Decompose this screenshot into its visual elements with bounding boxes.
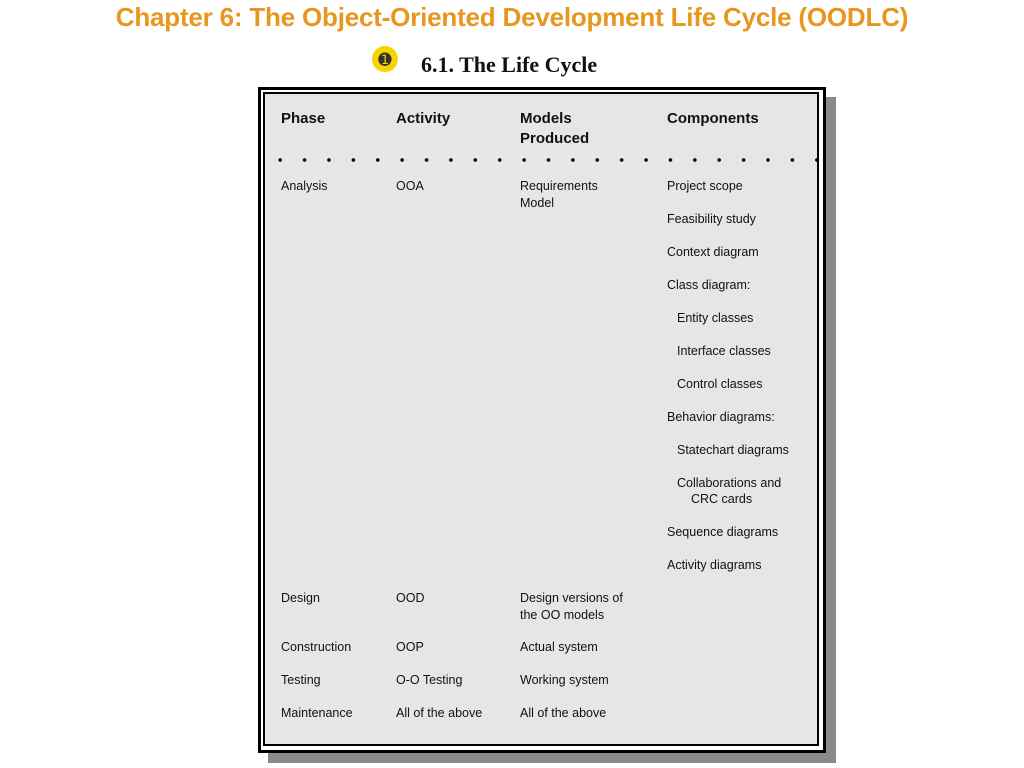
component-item: Class diagram:	[667, 278, 751, 292]
cell-phase-analysis: Analysis	[281, 179, 328, 193]
dotted-separator	[268, 157, 818, 163]
section-subtitle: 6.1. The Life Cycle	[421, 52, 598, 77]
cell-phase-maintenance: Maintenance	[281, 706, 353, 720]
component-subitem: Control classes	[677, 377, 763, 391]
component-subitem: CRC cards	[691, 492, 753, 506]
component-item: Feasibility study	[667, 212, 756, 226]
cell-phase-testing: Testing	[281, 673, 321, 687]
component-subitem: Collaborations and	[677, 476, 782, 490]
component-subitem: Entity classes	[677, 311, 754, 325]
header-models-line2: Produced	[520, 130, 590, 147]
cell-models-analysis-line1: Requirements	[520, 179, 598, 193]
header-phase: Phase	[281, 110, 326, 127]
component-item: Behavior diagrams:	[667, 410, 775, 424]
cell-activity-ooa: OOA	[396, 179, 424, 193]
cell-models-design-line1: Design versions of	[520, 591, 623, 605]
cell-models-maintenance: All of the above	[520, 706, 607, 720]
header-components: Components	[667, 110, 759, 127]
cell-models-testing: Working system	[520, 673, 609, 687]
component-item: Project scope	[667, 179, 743, 193]
cell-activity-testing: O-O Testing	[396, 673, 463, 687]
cell-models-construction: Actual system	[520, 640, 598, 654]
component-item: Activity diagrams	[667, 558, 762, 572]
numbered-bullet-icon: ➊	[372, 46, 398, 72]
cell-activity-maintenance: All of the above	[396, 706, 483, 720]
component-subitem: Statechart diagrams	[677, 443, 789, 457]
page-title: Chapter 6: The Object-Oriented Development Life Cycle (OODLC)	[115, 2, 909, 32]
component-item: Sequence diagrams	[667, 525, 779, 539]
cell-phase-construction: Construction	[281, 640, 352, 654]
cell-activity-oop: OOP	[396, 640, 424, 654]
component-item: Context diagram	[667, 245, 759, 259]
header-activity: Activity	[396, 110, 451, 127]
cell-activity-ood: OOD	[396, 591, 425, 605]
cell-phase-design: Design	[281, 591, 320, 605]
header-models-line1: Models	[520, 110, 572, 127]
component-subitem: Interface classes	[677, 344, 771, 358]
cell-models-design-line2: the OO models	[520, 608, 605, 622]
cell-models-analysis-line2: Model	[520, 196, 555, 210]
